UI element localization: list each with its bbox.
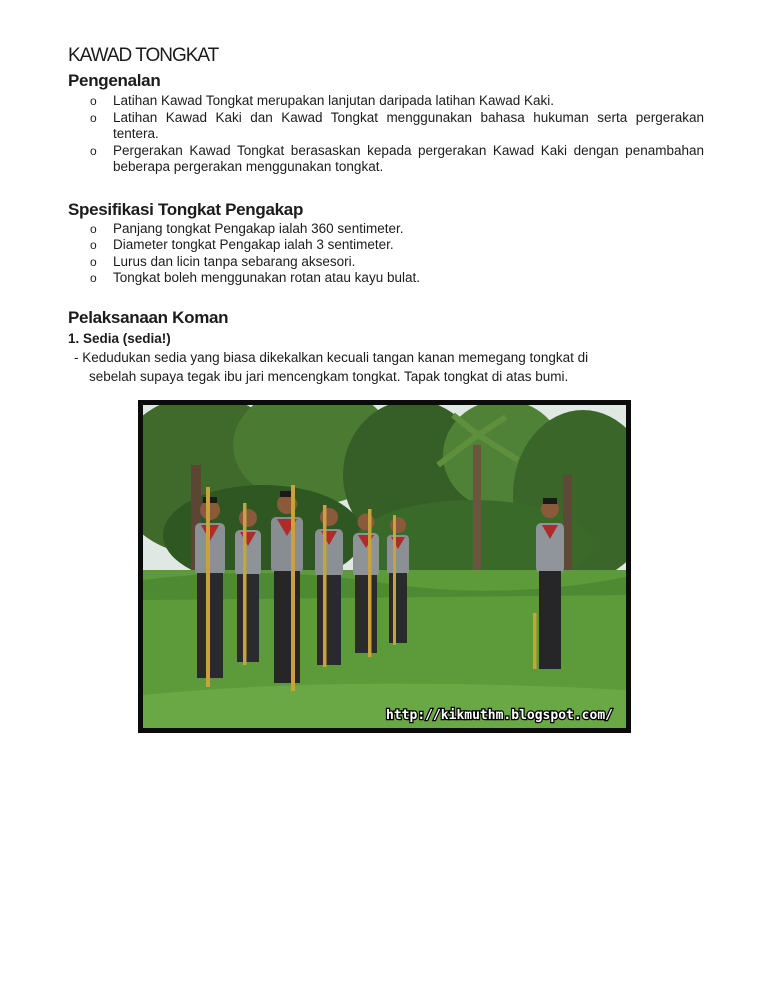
section-heading-pelaksanaan: Pelaksanaan Koman [68,307,229,327]
list-item: o Latihan Kawad Kaki dan Kawad Tongkat menggunakan bahasa hukuman serta pergerakan tentera. [90,110,704,143]
list-item: o Latihan Kawad Tongkat merupakan lanjutan daripada latihan Kawad Kaki. [90,93,704,110]
photo-watermark: http://kikmuthm.blogspot.com/ [386,708,613,723]
scouts-photo [138,400,631,733]
scouts-photo-illustration [143,405,626,728]
command-description-line-2: sebelah supaya tegak ibu jari mencengkam tongkat. Tapak tongkat di atas bumi. [89,368,569,384]
spesifikasi-list [68,221,704,287]
command-subheading: 1. Sedia (sedia!) [68,330,171,346]
section-heading-spesifikasi: Spesifikasi Tongkat Pengakap [68,199,304,219]
list-item: o Tongkat boleh menggunakan rotan atau kayu bulat. [90,270,704,287]
document-title: KAWAD TONGKAT [68,45,219,66]
list-item: o Pergerakan Kawad Tongkat berasaskan kepada pergerakan Kawad Kaki dengan penambahan beberapa pergerakan menggunakan tongkat. [90,143,704,176]
list-item: o Diameter tongkat Pengakap ialah 3 sentimeter. [90,237,704,254]
section-heading-pengenalan: Pengenalan [68,71,161,90]
pengenalan-list [68,93,704,176]
document-page [68,44,704,386]
command-description-line-1: - Kedudukan sedia yang biasa dikekalkan kecuali tangan kanan memegang tongkat di [74,349,589,365]
list-item: o Lurus dan licin tanpa sebarang aksesori. [90,254,704,271]
list-item: o Panjang tongkat Pengakap ialah 360 sentimeter. [90,221,704,238]
command-description [68,348,704,386]
